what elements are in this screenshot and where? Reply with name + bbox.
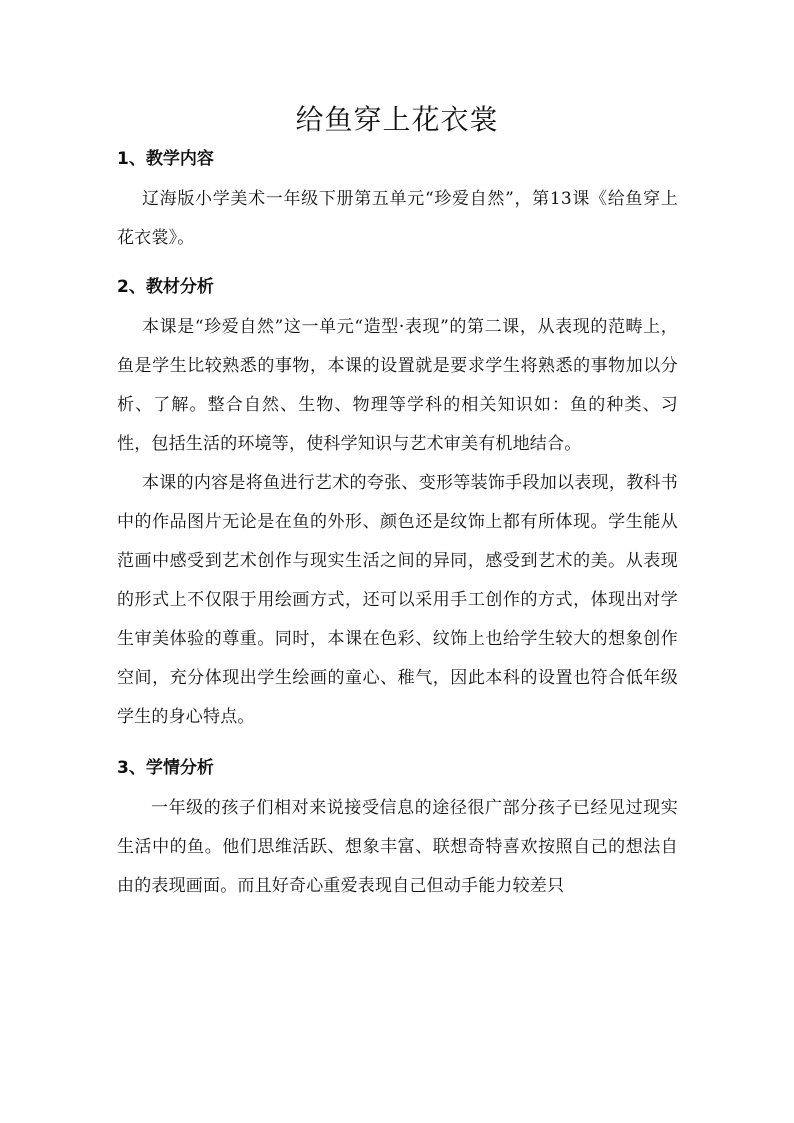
paragraph-student-analysis: 一年级的孩子们相对来说接受信息的途径很广部分孩子已经见过现实生活中的鱼。他们思维活跃、想象丰富、联想奇特喜欢按照自己的想法自由的表现画面。而且好奇心重爱表现自己但动手能力较差只 — [117, 798, 678, 896]
paragraph-textbook-analysis-1: 本课是“珍爱自然”这一单元“造型·表现”的第二课，从表现的范畴上，鱼是学生比较熟悉的事物，本课的设置就是要求学生将熟悉的事物加以分析、了解。整合自然、生物、物理等学科的相关知识如：鱼的种类、习性，包括生活的环境等，使科学知识与艺术审美有机地结合。 — [117, 317, 678, 454]
paragraph-textbook-analysis-2: 本课的内容是将鱼进行艺术的夸张、变形等装饰手段加以表现，教科书中的作品图片无论是在鱼的外形、颜色还是纹饰上都有所体现。学生能从范画中感受到艺术创作与现实生活之间的异同，感受到艺术的美。从表现的形式上不仅限于用绘画方式，还可以采用手工创作的方式，体现出对学生审美体验的尊重。同时，本课在色彩、纹饰上也给学生较大的想象创作空间，充分体现出学生绘画的童心、稚气，因此本科的设置也符合低年级学生的身心特点。 — [117, 473, 678, 727]
section-heading-teaching-content: 1、教学内容 — [117, 149, 214, 169]
document-title: 给鱼穿上花衣裳 — [295, 103, 499, 136]
document-body — [117, 146, 678, 906]
section-heading-student-analysis: 3、学情分析 — [117, 758, 214, 778]
section-heading-textbook-analysis: 2、教材分析 — [117, 277, 214, 297]
paragraph-teaching-content: 辽海版小学美术一年级下册第五单元“珍爱自然”，第13课《给鱼穿上花衣裳》。 — [117, 189, 678, 248]
